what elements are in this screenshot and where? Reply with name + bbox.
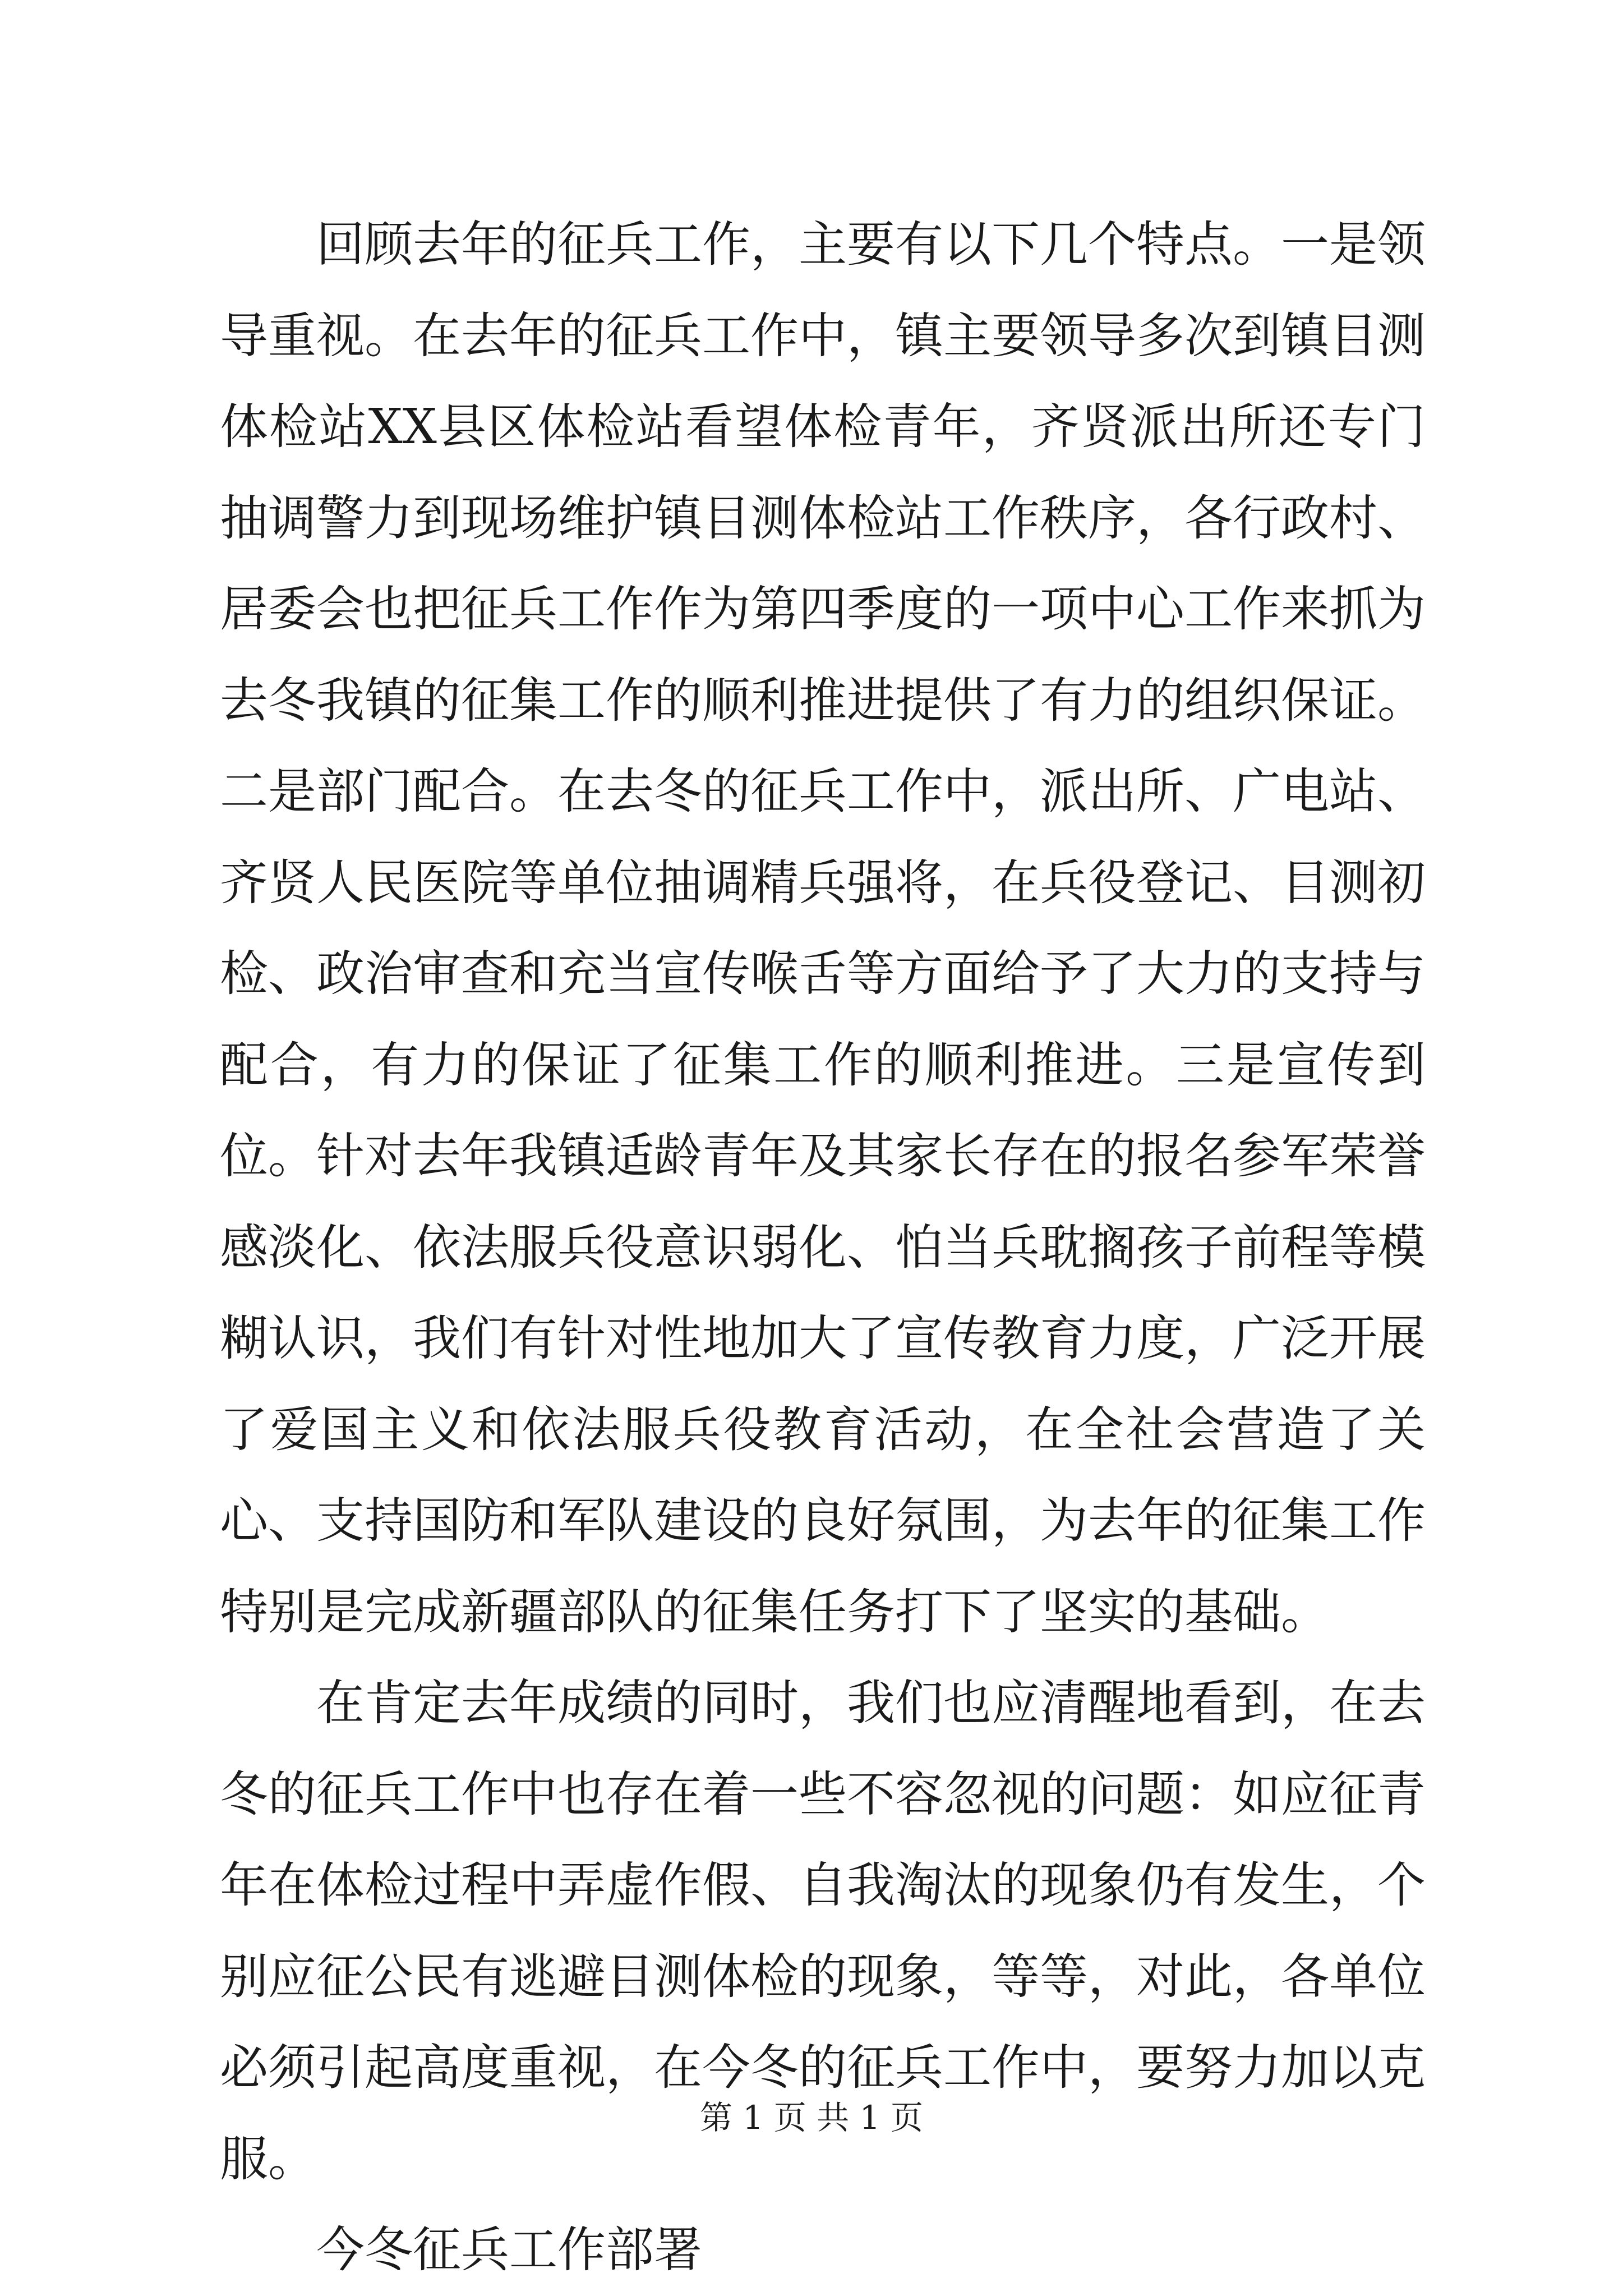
section-heading: 今冬征兵工作部署	[316, 2222, 702, 2278]
paragraph-review-last-year: 回顾去年的征兵工作，主要有以下几个特点。一是领导重视。在去年的征兵工作中，镇主要领导多次到镇目测体检站XX县区体检站看望体检青年，齐贤派出所还专门抽调警力到现场维护镇目测体检站工作秩序，各行政村、居委会也把征兵工作作为第四季度的一项中心工作来抓为去冬我镇的征集工作的顺利推进提供了有力的组织保证。二是部门配合。在去冬的征兵工作中，派出所、广电站、齐贤人民医院等单位抽调精兵强将，在兵役登记、目测初检、政治审查和充当宣传喉舌等方面给予了大力的支持与配合，有力的保证了征集工作的顺利推进。三是宣传到位。针对去年我镇适龄青年及其家长存在的报名参军荣誉感淡化、依法服兵役意识弱化、怕当兵耽搁孩子前程等模糊认识，我们有针对性地加大了宣传教育力度，广泛开展了爱国主义和依法服兵役教育活动，在全社会营造了关心、支持国防和军队建设的良好氛围，为去年的征集工作特别是完成新疆部队的征集任务打下了坚实的基础。	[220, 217, 1426, 1640]
page-footer: 第 1 页 共 1 页	[700, 2099, 923, 2137]
paragraph-problems: 在肯定去年成绩的同时，我们也应清醒地看到，在去冬的征兵工作中也存在着一些不容忽视的问题：如应征青年在体检过程中弄虚作假、自我淘汰的现象仍有发生，个别应征公民有逃避目测体检的现象，等等，对此，各单位必须引起高度重视，在今冬的征兵工作中，要努力加以克服。	[220, 1675, 1426, 2187]
document-body	[220, 199, 1426, 2296]
